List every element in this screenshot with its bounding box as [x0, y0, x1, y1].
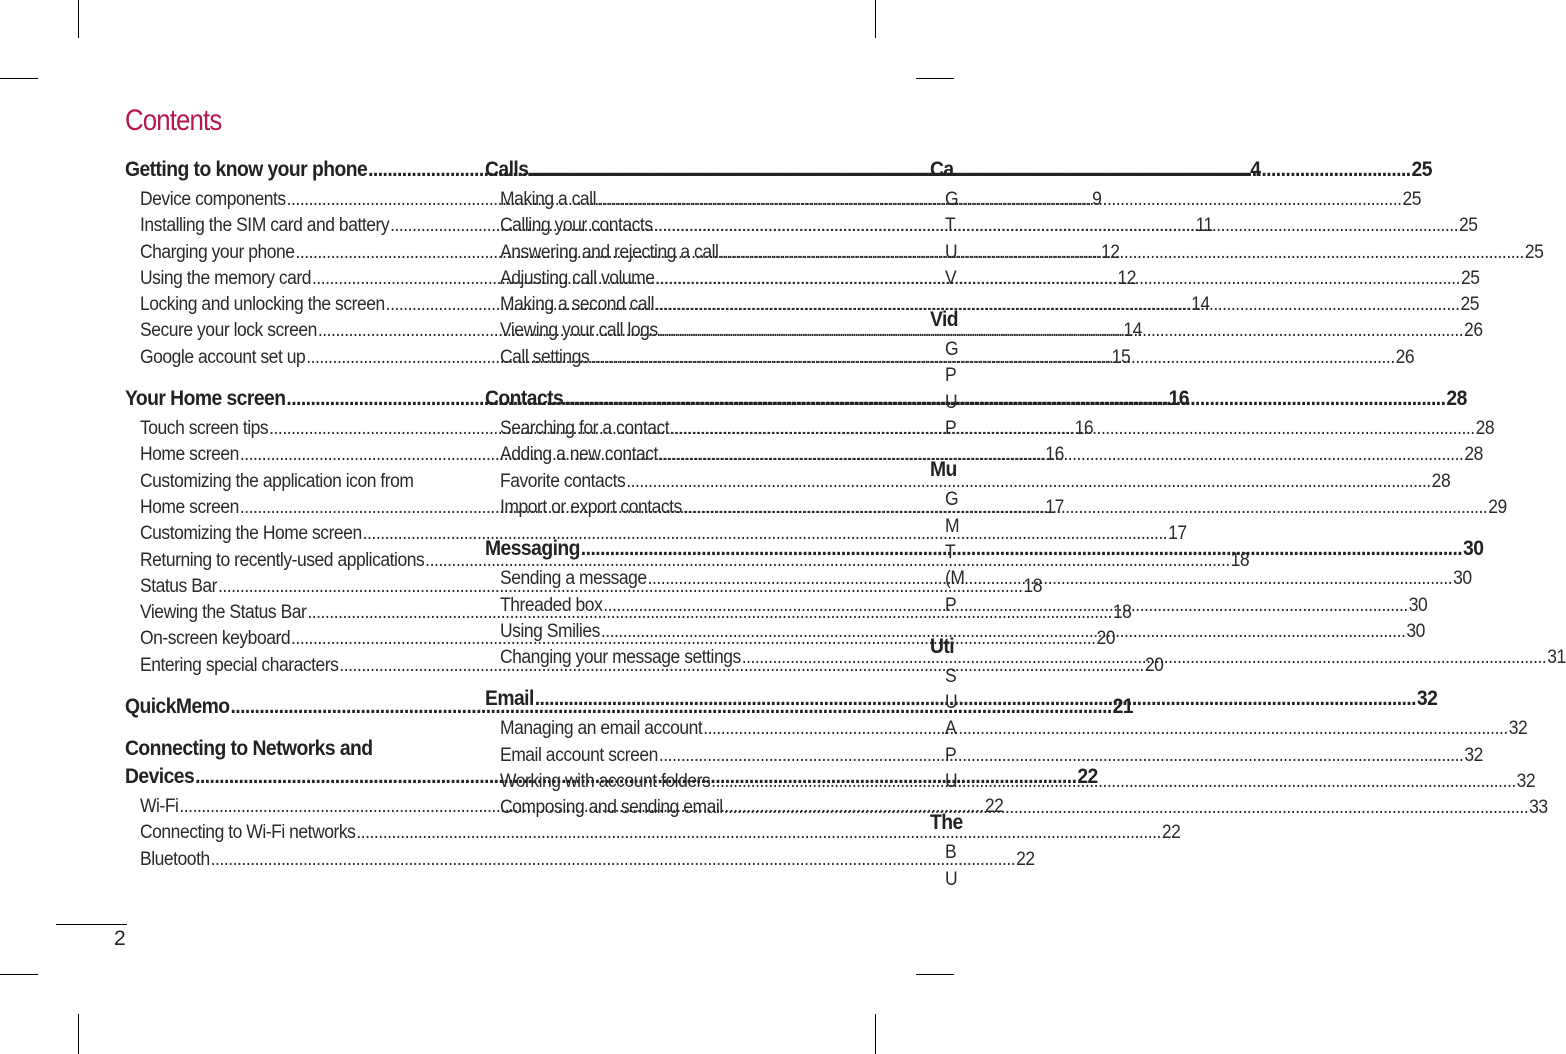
crop-mark-top-left [78, 0, 79, 38]
toc-item-label: S [945, 665, 957, 687]
toc-item-page: 16 [1045, 444, 1064, 466]
toc-item[interactable] [945, 664, 1000, 690]
toc-item-list [930, 337, 990, 442]
toc-section-page: 28 [1446, 387, 1467, 411]
toc-item[interactable] [945, 363, 1000, 389]
toc-section-clipped [930, 809, 990, 893]
toc-item-label: U [945, 771, 958, 793]
toc-section-heading[interactable] [485, 156, 1432, 184]
toc-item-label-cont: Home screen [140, 496, 239, 518]
toc-item[interactable] [945, 867, 1000, 893]
toc-item[interactable] [945, 769, 1000, 795]
dot-leader [683, 495, 1488, 521]
toc-item-page: 28 [1475, 418, 1495, 440]
toc-item-label: Adjusting call volume [500, 267, 655, 289]
toc-item-label: G [945, 339, 959, 361]
toc-item-page: 28 [1431, 470, 1451, 492]
toc-item-label: Returning to recently-used applications [140, 549, 425, 571]
toc-item-label: Bluetooth [140, 848, 210, 870]
crop-mark-bottom-left [78, 1014, 79, 1054]
toc-item[interactable] [500, 716, 1528, 742]
crop-mark-left-bottom [0, 974, 38, 975]
toc-item-label: Device components [140, 189, 286, 210]
toc-section-title: Uti [930, 634, 955, 658]
toc-item[interactable] [945, 266, 1000, 292]
dot-leader [648, 566, 1453, 592]
toc-item[interactable] [945, 240, 1000, 266]
toc-item-label: (M [945, 568, 965, 590]
toc-item-label: Home screen [140, 444, 239, 466]
toc-item-page: 32 [1516, 771, 1536, 793]
toc-item-label: Working with account folders [500, 771, 711, 793]
toc-item-list [930, 664, 990, 795]
toc-item-label: Email account screen [500, 744, 658, 766]
toc-section-title: Messaging [485, 537, 580, 561]
toc-item-page: 25 [1460, 294, 1479, 316]
toc-item-label: Making a call [500, 189, 597, 210]
toc-item-label: Searching for a contact [500, 418, 670, 440]
toc-item-label: Composing and sending email [500, 797, 723, 819]
toc-item-label: Secure your lock screen [140, 320, 317, 342]
toc-item-label: Viewing your call logs [500, 320, 658, 342]
toc-section-page: 4 [1250, 158, 1261, 181]
toc-section-heading[interactable] [930, 156, 985, 184]
toc-item-page: 32 [1508, 718, 1528, 740]
toc-section-title: Contacts [485, 387, 564, 411]
toc-item-page: 30 [1453, 568, 1472, 590]
toc-item-label: M [945, 515, 960, 537]
toc-item-page: 25 [1460, 267, 1480, 289]
toc-item-label: Locking and unlocking the screen [140, 294, 385, 316]
toc-item[interactable] [140, 469, 459, 495]
toc-item-list [930, 487, 990, 618]
toc-item-label: Status Bar [140, 575, 218, 597]
toc-item-page: 18 [1023, 575, 1042, 597]
toc-item-label: Managing an email account [500, 718, 703, 740]
toc-item-label: Connecting to Wi-Fi networks [140, 822, 356, 844]
toc-item[interactable] [140, 521, 1187, 547]
toc-item[interactable] [945, 514, 1000, 540]
toc-item-page: 15 [1111, 346, 1131, 368]
toc-item-page: 29 [1488, 496, 1507, 518]
dot-leader [659, 442, 1464, 468]
toc-item-page: 12 [1100, 241, 1120, 263]
toc-item-page: 9 [1092, 189, 1102, 210]
toc-item[interactable] [945, 213, 1000, 239]
toc-item-label: U [945, 868, 958, 890]
toc-item-page: 28 [1464, 444, 1483, 466]
toc-item-label: Answering and rejecting a call [500, 241, 719, 263]
toc-section-page: 32 [1416, 687, 1438, 711]
toc-section-clipped [930, 306, 990, 442]
toc-section-title: The [930, 811, 963, 835]
toc-item[interactable] [945, 566, 1000, 592]
toc-item[interactable] [140, 847, 1035, 873]
toc-section-page: 22 [1077, 765, 1098, 789]
page-title: Contents [125, 104, 222, 137]
toc-section-title: Vid [930, 308, 959, 332]
toc-column-3-clipped [930, 156, 990, 893]
toc-item-label: U [945, 391, 958, 413]
toc-item-label: Charging your phone [140, 241, 295, 263]
toc-item-label: Changing your message settings [500, 647, 741, 669]
toc-section-page: 16 [1168, 387, 1189, 411]
toc-item-page: 26 [1395, 346, 1415, 368]
toc-item[interactable] [945, 716, 1000, 742]
dot-leader [626, 469, 1431, 495]
toc-item-label: Entering special characters [140, 654, 339, 676]
toc-section-title: Getting to know your phone [125, 158, 368, 181]
dot-leader [719, 240, 1524, 266]
toc-item-label: Wi-Fi [140, 796, 179, 818]
toc-section-title: QuickMemo [125, 695, 230, 719]
toc-item-label: G [945, 189, 959, 210]
toc-item-page: 20 [1144, 654, 1164, 676]
toc-item-page: 25 [1402, 189, 1421, 210]
toc-section-heading[interactable] [930, 809, 985, 837]
toc-item[interactable] [945, 390, 1000, 416]
toc-item-page: 20 [1096, 628, 1116, 650]
crop-mark-top-right [875, 0, 876, 38]
toc-item-label: Import or export contacts [500, 496, 682, 518]
dot-leader [724, 795, 1529, 821]
toc-section-title: Your Home screen [125, 387, 286, 411]
toc-item-page: 30 [1408, 594, 1428, 616]
dot-leader [670, 416, 1475, 442]
toc-item[interactable] [945, 593, 1000, 619]
toc-item-label: B [945, 842, 957, 864]
toc-item-page: 26 [1464, 320, 1483, 342]
toc-item[interactable] [500, 187, 1421, 213]
dot-leader [711, 769, 1516, 795]
toc-section-page: 30 [1463, 537, 1484, 561]
toc-item-page: 22 [984, 796, 1004, 818]
toc-item-label: U [945, 241, 958, 263]
toc-section-heading[interactable] [930, 306, 985, 334]
toc-item-label: Installing the SIM card and battery [140, 215, 390, 237]
toc-item-page: 17 [1045, 496, 1064, 518]
toc-item-list [930, 840, 990, 893]
toc-section-title-cont: Devices [125, 765, 195, 789]
toc-section-heading[interactable] [930, 456, 985, 484]
crop-mark-right-top [916, 78, 954, 79]
toc-item-label: P [945, 744, 957, 766]
toc-item-page: 30 [1406, 620, 1425, 642]
dot-leader [655, 292, 1460, 318]
dot-leader [581, 535, 1462, 563]
crop-mark-right-bottom [916, 974, 954, 975]
toc-item-label: Customizing the application icon from [140, 470, 414, 492]
toc-section-page: 21 [1112, 695, 1134, 719]
toc-item-page: 25 [1459, 215, 1478, 237]
toc-item-page: 17 [1168, 523, 1187, 545]
toc-item-label: Using the memory card [140, 267, 312, 289]
toc-item-label: Customizing the Home screen [140, 523, 362, 545]
toc-item-label: Threaded box [500, 594, 603, 616]
dot-leader [703, 716, 1508, 742]
dot-leader [659, 743, 1464, 769]
toc-item[interactable] [945, 487, 1000, 513]
dot-leader [356, 820, 1161, 846]
toc-item-page: 11 [1195, 215, 1213, 237]
toc-section-title: Connecting to Networks and [125, 737, 373, 761]
toc-item-label: Touch screen tips [140, 418, 269, 440]
toc-item-label: Calling your contacts [500, 215, 653, 237]
toc-item[interactable] [945, 743, 1000, 769]
dot-leader [564, 385, 1445, 413]
toc-item-label: T [945, 541, 956, 563]
toc-item[interactable] [500, 743, 1483, 769]
toc-item-page: 33 [1529, 797, 1548, 819]
toc-item-label: G [945, 489, 959, 511]
toc-item[interactable] [945, 337, 1000, 363]
crop-mark-left-top [0, 78, 38, 79]
toc-item-page: 22 [1161, 822, 1181, 844]
toc-item-page: 16 [1074, 418, 1094, 440]
toc-item-page: 18 [1230, 549, 1250, 571]
toc-section-title: Calls [485, 158, 529, 181]
toc-item-label: Favorite contacts [500, 470, 626, 492]
toc-item-label: Google account set up [140, 346, 306, 368]
toc-section-clipped [930, 456, 990, 618]
dot-leader [603, 593, 1408, 619]
toc-item-label: Making a second call [500, 294, 655, 316]
toc-item-page: 31 [1547, 647, 1566, 669]
toc-item-label: Sending a message [500, 568, 647, 590]
dot-leader [601, 619, 1406, 645]
toc-item-label: P [945, 418, 957, 440]
toc-section-title: Ca [930, 158, 954, 181]
footer-rule [56, 924, 127, 925]
toc-item[interactable] [945, 416, 1000, 442]
dot-leader [659, 318, 1464, 344]
toc-section-title: Mu [930, 458, 957, 482]
toc-item-label: Using Smilies [500, 620, 600, 642]
crop-mark-bottom-right [875, 1014, 876, 1054]
toc-item-page: 22 [1016, 848, 1035, 870]
toc-item[interactable] [945, 540, 1000, 566]
dot-leader [654, 213, 1459, 239]
toc-item-label: V [945, 267, 957, 289]
toc-item-label: T [945, 215, 956, 237]
toc-section-clipped [930, 633, 990, 795]
page-number: 2 [114, 927, 126, 950]
toc-item-label: A [945, 718, 957, 740]
toc-item-label: U [945, 692, 958, 714]
toc-item-page: 12 [1117, 267, 1136, 289]
toc-item-page: 14 [1123, 320, 1142, 342]
toc-item[interactable] [945, 690, 1000, 716]
toc-section-title: Email [485, 687, 534, 711]
toc-item-list [930, 187, 990, 292]
toc-item-label: Call settings [500, 346, 590, 368]
toc-item-page: 14 [1191, 294, 1210, 316]
toc-item-label: On-screen keyboard [140, 628, 291, 650]
toc-item-label: Adding a new contact [500, 444, 658, 466]
toc-item[interactable] [945, 840, 1000, 866]
dot-leader [742, 645, 1547, 671]
dot-leader [211, 847, 1016, 873]
toc-item-label: P [945, 365, 957, 387]
toc-item-page: 32 [1464, 744, 1483, 766]
toc-section-page: 25 [1411, 158, 1432, 181]
toc-section-clipped [930, 156, 990, 292]
toc-item-page: 18 [1112, 602, 1132, 624]
toc-section-heading[interactable] [930, 633, 985, 661]
toc-item-page: 25 [1524, 241, 1544, 263]
toc-item-label: P [945, 594, 957, 616]
dot-leader [655, 266, 1460, 292]
toc-item[interactable] [945, 187, 1000, 213]
toc-item-label: Viewing the Status Bar [140, 602, 307, 624]
